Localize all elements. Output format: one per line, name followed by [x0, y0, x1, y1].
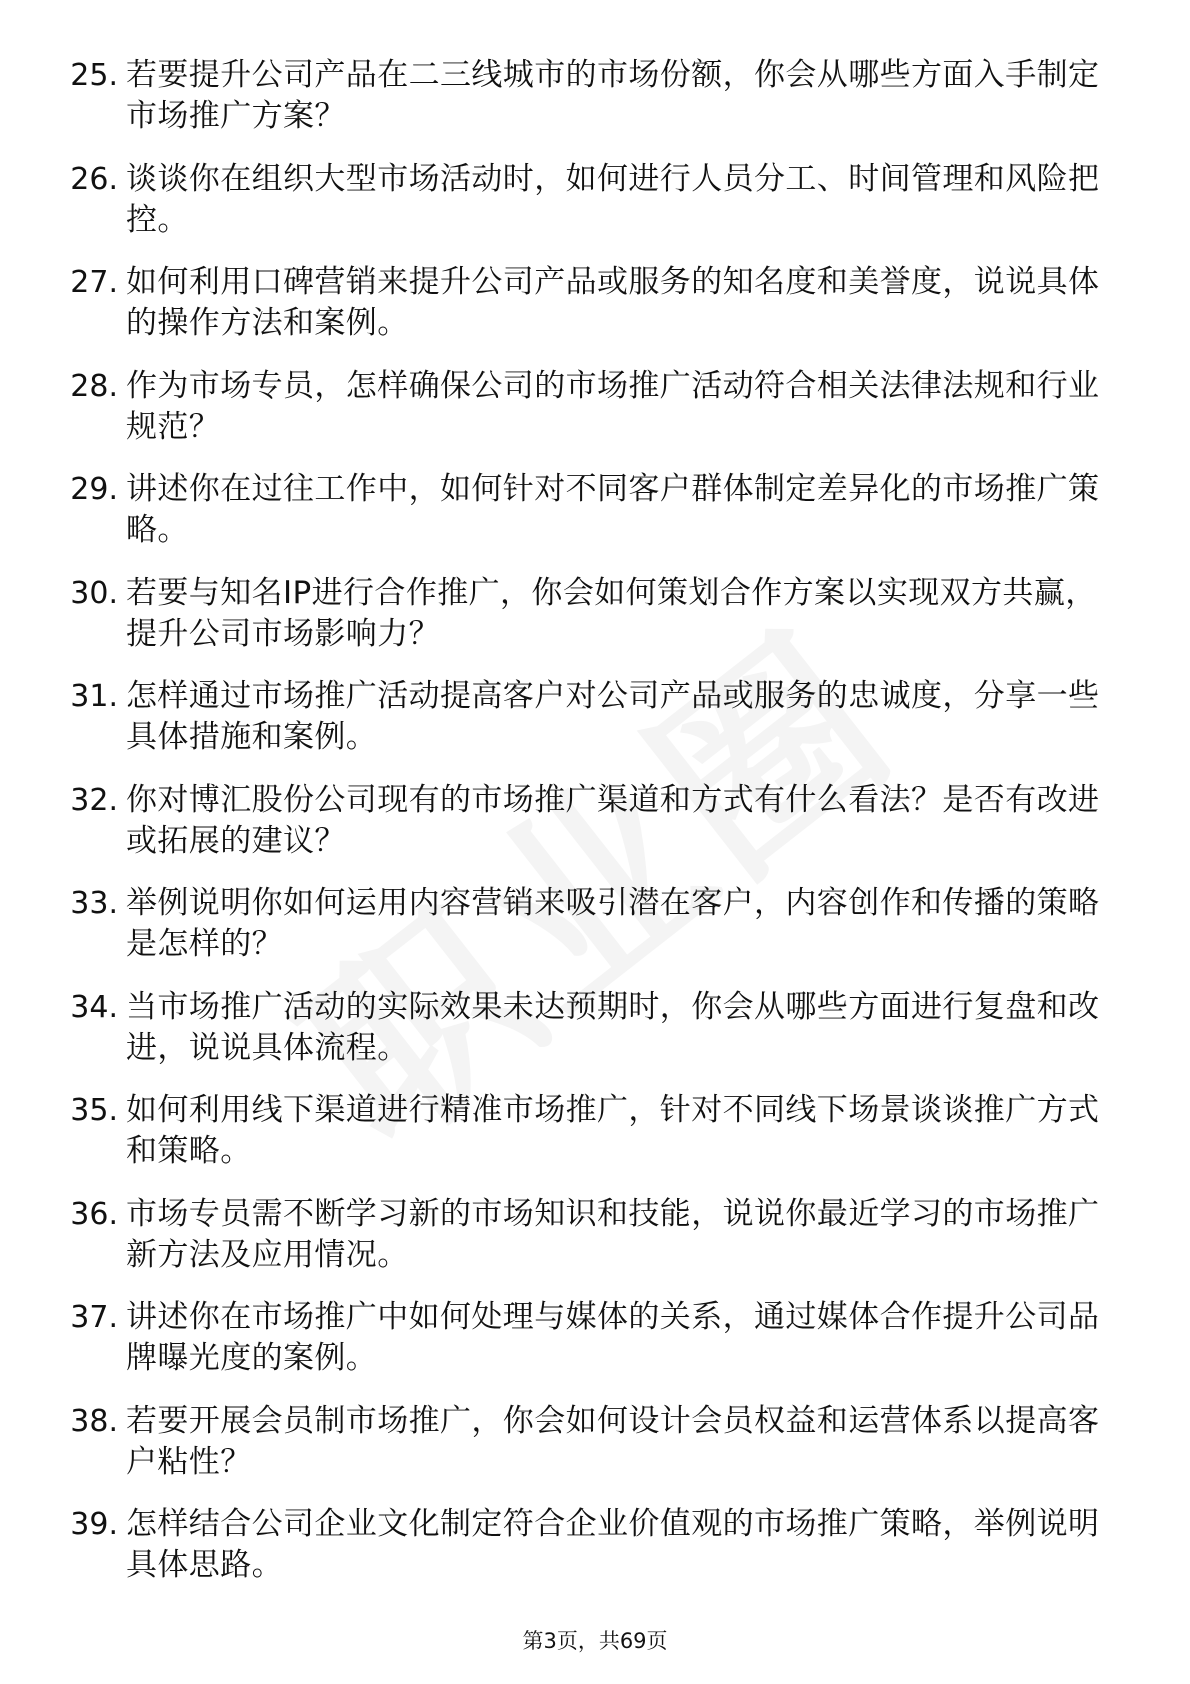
- question-number: 39.: [70, 1507, 118, 1542]
- question-text: 如何利用线下渠道进行精准市场推广，针对不同线下场景谈谈推广方式和策略。: [126, 1092, 1100, 1169]
- question-text: 作为市场专员，怎样确保公司的市场推广活动符合相关法律法规和行业规范？: [126, 367, 1100, 445]
- question-text: 怎样通过市场推广活动提高客户对公司产品或服务的忠诚度，分享一些具体措施和案例。: [126, 678, 1100, 755]
- question-item: [56, 469, 1116, 573]
- question-number: 25.: [70, 58, 118, 93]
- question-number: 27.: [70, 265, 118, 300]
- question-number: 32.: [70, 782, 118, 818]
- question-number: 28.: [70, 368, 118, 404]
- question-item: [56, 883, 1116, 987]
- question-list: [56, 55, 1116, 1608]
- question-number: 38.: [70, 1403, 118, 1439]
- question-item: [56, 676, 1116, 780]
- question-number: 33.: [70, 886, 118, 921]
- question-text: 若要与知名IP进行合作推广，你会如何策划合作方案以实现双方共赢，提升公司市场影响力？: [126, 574, 1097, 652]
- question-item: [56, 780, 1116, 884]
- question-text: 若要提升公司产品在二三线城市的市场份额，你会从哪些方面入手制定市场推广方案？: [126, 57, 1100, 134]
- question-item: [56, 159, 1116, 263]
- question-number: 29.: [70, 472, 118, 507]
- question-number: 34.: [70, 989, 118, 1025]
- page-footer: 第3页，共69页: [522, 1629, 668, 1653]
- question-number: 36.: [70, 1196, 118, 1232]
- question-item: [56, 1504, 1116, 1608]
- question-item: [56, 366, 1116, 470]
- question-text: 你对博汇股份公司现有的市场推广渠道和方式有什么看法？是否有改进或拓展的建议？: [126, 781, 1100, 859]
- question-text: 讲述你在过往工作中，如何针对不同客户群体制定差异化的市场推广策略。: [126, 471, 1100, 548]
- question-text: 讲述你在市场推广中如何处理与媒体的关系，通过媒体合作提升公司品牌曝光度的案例。: [126, 1299, 1100, 1376]
- question-item: [56, 55, 1116, 159]
- question-number: 37.: [70, 1300, 118, 1335]
- question-item: [56, 1090, 1116, 1194]
- question-item: [56, 573, 1116, 677]
- question-text: 若要开展会员制市场推广，你会如何设计会员权益和运营体系以提高客户粘性？: [126, 1402, 1100, 1480]
- question-number: 31.: [70, 679, 118, 714]
- question-item: [56, 987, 1116, 1091]
- question-text: 举例说明你如何运用内容营销来吸引潜在客户，内容创作和传播的策略是怎样的？: [126, 885, 1100, 962]
- question-text: 怎样结合公司企业文化制定符合企业价值观的市场推广策略，举例说明具体思路。: [126, 1506, 1100, 1583]
- question-number: 35.: [70, 1093, 118, 1128]
- question-text: 当市场推广活动的实际效果未达预期时，你会从哪些方面进行复盘和改进，说说具体流程。: [126, 988, 1100, 1066]
- question-item: [56, 1401, 1116, 1505]
- question-number: 30.: [70, 575, 118, 611]
- question-item: [56, 1194, 1116, 1298]
- question-text: 如何利用口碑营销来提升公司产品或服务的知名度和美誉度，说说具体的操作方法和案例。: [126, 264, 1100, 341]
- question-text: 谈谈你在组织大型市场活动时，如何进行人员分工、时间管理和风险把控。: [126, 160, 1100, 238]
- question-text: 市场专员需不断学习新的市场知识和技能，说说你最近学习的市场推广新方法及应用情况。: [126, 1195, 1100, 1273]
- question-item: [56, 262, 1116, 366]
- question-item: [56, 1297, 1116, 1401]
- question-number: 26.: [70, 161, 118, 197]
